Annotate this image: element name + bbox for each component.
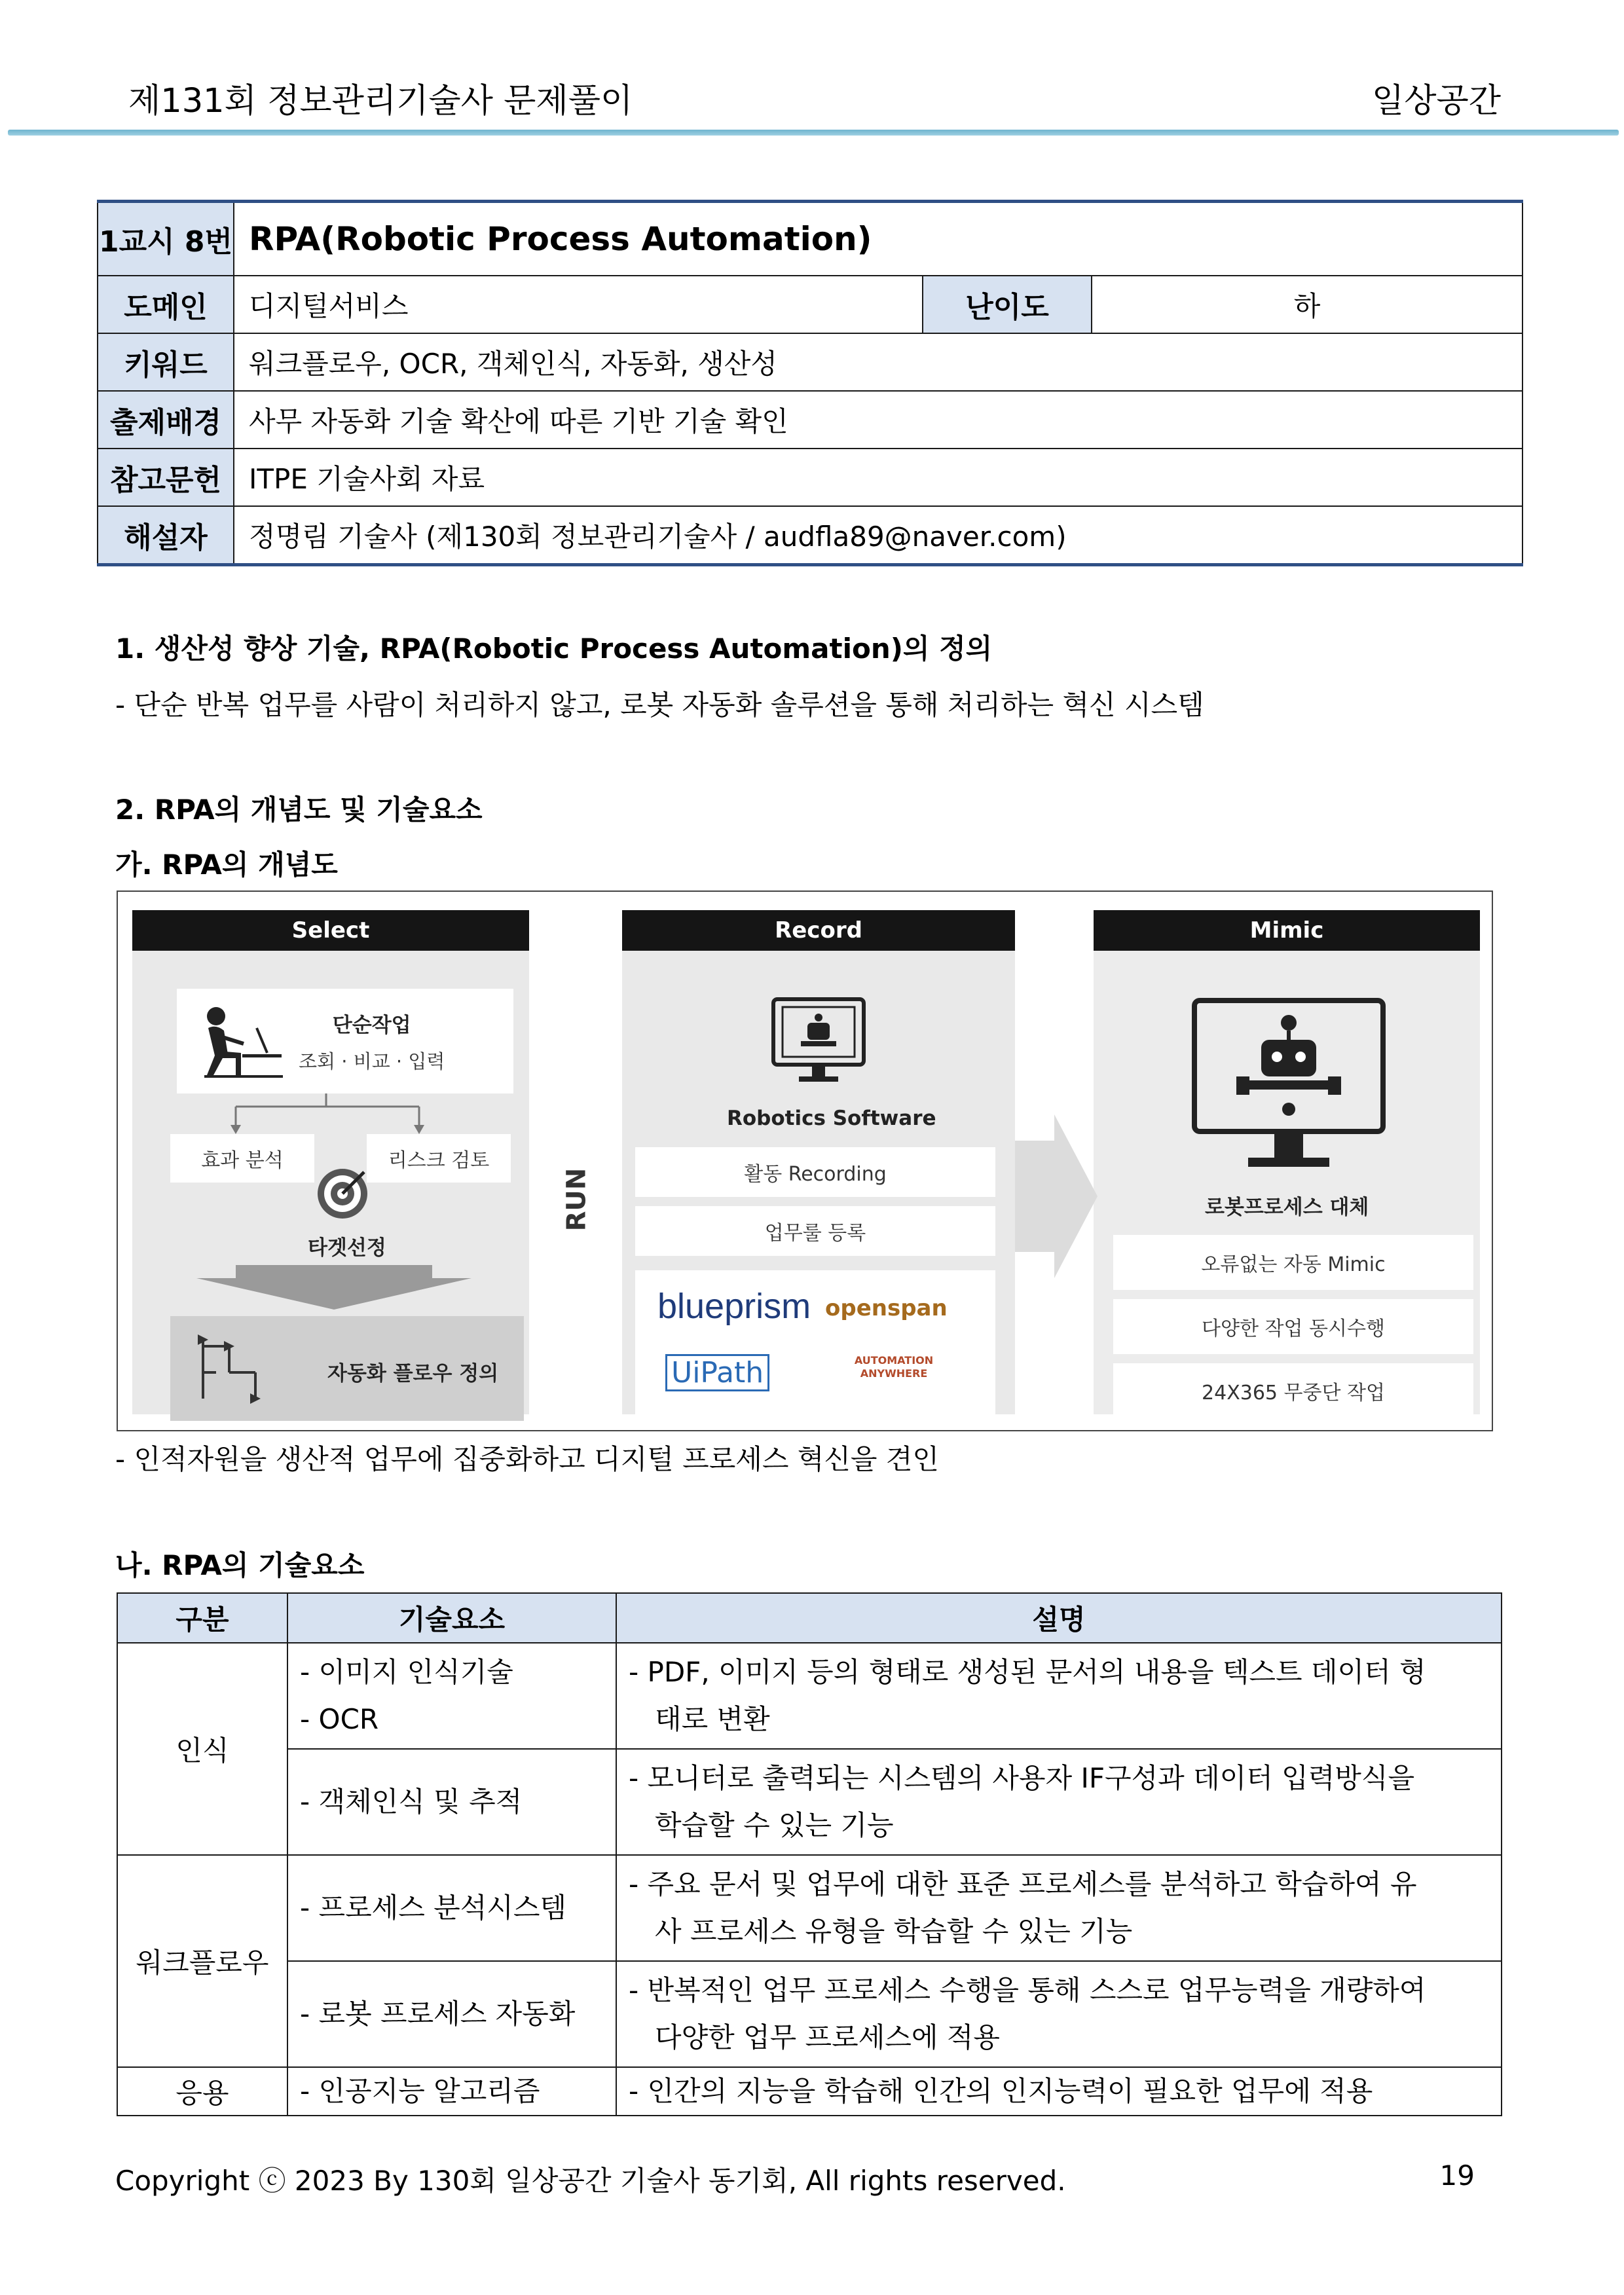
simple-task-desc: 조회 · 비교 · 입력 bbox=[299, 1050, 445, 1073]
domain-value: 디지털서비스 bbox=[234, 276, 923, 333]
vendor-logos-box bbox=[635, 1270, 995, 1418]
desc-line: - 인간의 지능을 학습해 인간의 인지능력이 필요한 업무에 적용 bbox=[629, 2075, 1373, 2107]
run-label-wrap bbox=[550, 1154, 602, 1245]
mimic-header: Mimic bbox=[1094, 910, 1480, 951]
document-header-brand: 일상공간 bbox=[1371, 82, 1501, 120]
section1-heading: 1. 생산성 향상 기술, RPA(Robotic Process Automation)의 정의 bbox=[115, 633, 993, 665]
desc-line: 태로 변환 bbox=[655, 1703, 770, 1735]
reference-value: ITPE 기술사회 자료 bbox=[234, 449, 1522, 506]
table-row bbox=[117, 2067, 1502, 2116]
difficulty-value: 하 bbox=[1092, 276, 1522, 333]
group-application: 응용 bbox=[117, 2067, 287, 2116]
select-header: Select bbox=[132, 910, 529, 951]
table-row bbox=[117, 1643, 1502, 1749]
element-line: - OCR bbox=[300, 1703, 379, 1735]
difficulty-label: 난이도 bbox=[923, 276, 1092, 333]
rpa-concept-diagram bbox=[117, 890, 1493, 1431]
section2-sub-b: 나. RPA의 기술요소 bbox=[115, 1549, 365, 1581]
desc-line: 사 프로세스 유형을 학습할 수 있는 기능 bbox=[655, 1915, 1133, 1947]
diagram-caption: - 인적자원을 생산적 업무에 집중화하고 디지털 프로세스 혁신을 견인 bbox=[115, 1443, 939, 1475]
background-value: 사무 자동화 기술 확산에 따른 기반 기술 확인 bbox=[234, 391, 1522, 449]
rule-registration-box: 업무룰 등록 bbox=[635, 1206, 995, 1256]
table-row bbox=[117, 1855, 1502, 1961]
section1-text: - 단순 반복 업무를 사람이 처리하지 않고, 로봇 자동화 솔루션을 통해 처리하는 혁신 시스템 bbox=[115, 689, 1204, 721]
blueprism-logo: blueprism bbox=[657, 1287, 811, 1326]
robot-replace-label: 로봇프로세스 대체 bbox=[1205, 1196, 1369, 1219]
down-arrow bbox=[196, 1265, 471, 1311]
effect-analysis-box: 효과 분석 bbox=[170, 1134, 314, 1183]
uipath-logo: UiPath bbox=[665, 1354, 769, 1391]
flowchart-icon bbox=[196, 1333, 282, 1405]
mimic-item-2: 24X365 무중단 작업 bbox=[1113, 1363, 1473, 1418]
background-label: 출제배경 bbox=[98, 391, 234, 449]
right-arrow bbox=[1015, 1114, 1100, 1278]
col-header-description: 설명 bbox=[616, 1593, 1502, 1643]
robot-monitor-icon bbox=[769, 995, 868, 1087]
desc-line: - PDF, 이미지 등의 형태로 생성된 문서의 내용을 텍스트 데이터 형 bbox=[629, 1656, 1426, 1688]
record-header: Record bbox=[622, 910, 1015, 951]
desc-line: - 모니터로 출력되는 시스템의 사용자 IF구성과 데이터 입력방식을 bbox=[629, 1762, 1415, 1794]
col-header-element: 기술요소 bbox=[287, 1593, 616, 1643]
header-divider bbox=[8, 130, 1619, 136]
element-line: - 인공지능 알고리즘 bbox=[300, 2075, 540, 2107]
domain-label: 도메인 bbox=[98, 276, 234, 333]
table-row bbox=[117, 1961, 1502, 2067]
flow-definition-box bbox=[170, 1316, 524, 1421]
flow-definition-label: 자동화 플로우 정의 bbox=[327, 1362, 499, 1386]
element-line: - 이미지 인식기술 bbox=[300, 1656, 513, 1688]
robotics-software-label: Robotics Software bbox=[727, 1107, 936, 1130]
desc-line: - 반복적인 업무 프로세스 수행을 통해 스스로 업무능력을 개량하여 bbox=[629, 1974, 1426, 2006]
element-line: - 객체인식 및 추적 bbox=[300, 1786, 523, 1818]
question-title: RPA(Robotic Process Automation) bbox=[234, 202, 1522, 276]
tech-elements-table bbox=[117, 1592, 1502, 2116]
element-line: - 프로세스 분석시스템 bbox=[300, 1892, 567, 1924]
target-icon bbox=[314, 1166, 371, 1222]
desc-line: 학습할 수 있는 기능 bbox=[655, 1809, 894, 1841]
risk-review-box: 리스크 검토 bbox=[367, 1134, 511, 1183]
simple-task-box bbox=[177, 989, 513, 1093]
section2-heading: 2. RPA의 개념도 및 기술요소 bbox=[115, 794, 483, 826]
activity-recording-box: 활동 Recording bbox=[635, 1147, 995, 1197]
page-number: 19 bbox=[1439, 2159, 1475, 2192]
footer-copyright: Copyright ⓒ 2023 By 130회 일상공간 기술사 동기회, All rights reserved. bbox=[115, 2165, 1066, 2197]
group-recognition: 인식 bbox=[117, 1643, 287, 1855]
target-selection-label: 타겟선정 bbox=[308, 1236, 386, 1260]
desc-line: - 주요 문서 및 업무에 대한 표준 프로세스를 분석하고 학습하여 유 bbox=[629, 1868, 1417, 1900]
simple-task-title: 단순작업 bbox=[332, 1014, 411, 1037]
desc-line: 다양한 업무 프로세스에 적용 bbox=[655, 2021, 1000, 2053]
col-header-category: 구분 bbox=[117, 1593, 287, 1643]
table-row bbox=[117, 1749, 1502, 1855]
automation-anywhere-logo: AUTOMATION ANYWHERE bbox=[854, 1354, 934, 1380]
mimic-item-1: 다양한 작업 동시수행 bbox=[1113, 1299, 1473, 1354]
author-value: 정명림 기술사 (제130회 정보관리기술사 / audfla89@naver.com) bbox=[234, 506, 1522, 565]
robot-process-monitor-icon bbox=[1190, 997, 1387, 1193]
keyword-label: 키워드 bbox=[98, 333, 234, 391]
question-label: 1교시 8번 bbox=[98, 202, 234, 276]
office-worker-icon bbox=[189, 1002, 287, 1080]
element-line: - 로봇 프로세스 자동화 bbox=[300, 1998, 576, 2030]
run-label: RUN bbox=[561, 1167, 592, 1232]
openspan-logo: openspan bbox=[825, 1295, 948, 1321]
mimic-item-0: 오류없는 자동 Mimic bbox=[1113, 1235, 1473, 1290]
author-label: 해설자 bbox=[98, 506, 234, 565]
branch-arrows bbox=[157, 1093, 498, 1139]
group-workflow: 워크플로우 bbox=[117, 1855, 287, 2067]
keyword-value: 워크플로우, OCR, 객체인식, 자동화, 생산성 bbox=[234, 333, 1522, 391]
reference-label: 참고문헌 bbox=[98, 449, 234, 506]
section2-sub-a: 가. RPA의 개념도 bbox=[115, 849, 338, 881]
document-header-title: 제131회 정보관리기술사 문제풀이 bbox=[128, 82, 633, 120]
question-info-table bbox=[97, 200, 1523, 566]
